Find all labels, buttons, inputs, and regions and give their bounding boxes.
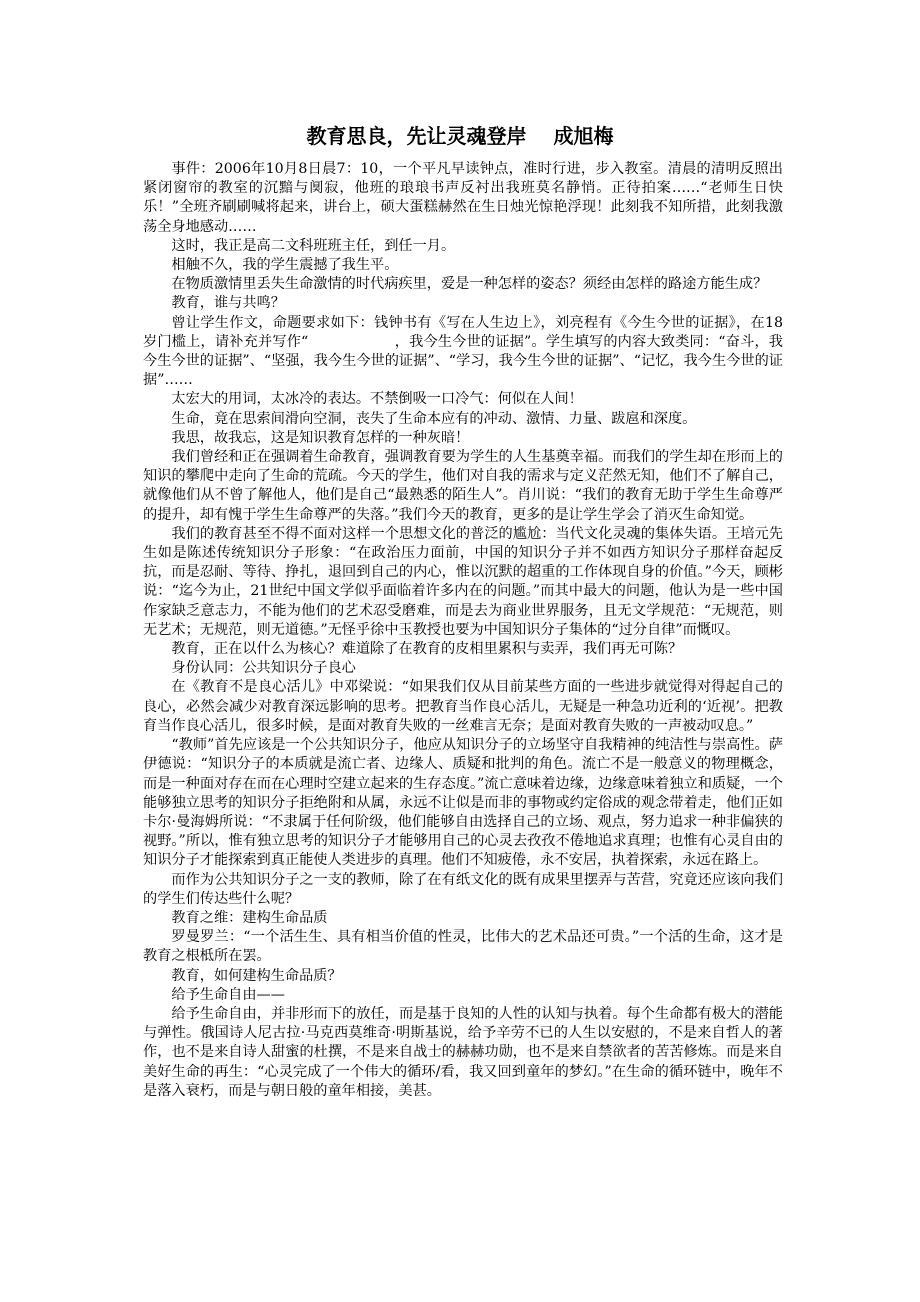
paragraph: 这时，我正是高二文科班班主任，到任一月。 (171, 237, 456, 254)
paragraph: 我思，故我忘，这是知识教育怎样的一种灰暗！ (171, 429, 470, 446)
paragraph: 教育，谁与共鸣？ (171, 295, 285, 312)
paragraph: 在《教育不是良心活儿》中邓梁说：“如果我们仅从目前某些方面的一些进步就觉得对得起自己的良心，必然会减少对教育深远影响的思考。把教育当作良心活儿，无疑是一种急功近利的‘近视’。把教育当作良心活儿，很多时候，是面对教育失败的一丝难言无奈；是面对教育失败的一声被动叹息。” (143, 679, 783, 734)
paragraph: 在物质激情里丢失生命激情的时代病疾里，爱是一种怎样的姿态？须经由怎样的路途方能生成？ (171, 276, 768, 293)
paragraph: 教育，正在以什么为核心？难道除了在教育的皮相里累积与卖弄，我们再无可陈？ (171, 641, 683, 658)
section-heading: 教育之维：建构生命品质 (171, 909, 328, 926)
paragraph: 教育，如何建构生命品质？ (171, 967, 342, 984)
paragraph: 罗曼罗兰：“一个活生生、具有相当价值的性灵，比伟大的艺术品还可贵。”一个活的生命，这才是教育之根柢所在罢。 (143, 929, 783, 965)
paragraph: 事件：2006年10月8日晨7：10，一个平凡早读钟点，准时行进，步入教室。清晨的清明反照出紧闭窗帘的教室的沉黯与阒寂，他班的琅琅书声反衬出我班莫名静悄。正待拍案……“老师生日快乐！”全班齐刷刷喊将起来，讲台上，硕大蛋糕赫然在生日烛光惊艳浮现！此刻我不知所措，此刻我激荡全身地感动…… (143, 161, 783, 235)
document-body (143, 160, 783, 1101)
section-heading: 给予生命自由—— (171, 986, 285, 1003)
paragraph: 曾让学生作文，命题要求如下：钱钟书有《写在人生边上》，刘亮程有《今生今世的证据》，在18岁门槛上，请补充并写作“ ，我今生今世的证据”。学生填写的内容大致类同：“奋斗，我今生今世的证据”、“坚强，我今生今世的证据”、“学习，我今生今世的证据”、“记忆，我今生今世的证据”…… (143, 314, 783, 389)
paragraph: 相触不久，我的学生震撼了我生平。 (171, 257, 399, 274)
paragraph: 我们的教育甚至不得不面对这样一个思想文化的普泛的尴尬：当代文化灵魂的集体失语。王培元先生如是陈述传统知识分子形象：“在政治压力面前，中国的知识分子并不如西方知识分子那样奋起反抗，而是忍耐、等待、挣扎，退回到自己的内心，惟以沉默的超重的工作体现自身的价值。”今天，顾彬说：“迄今为止，21世纪中国文学似乎面临着许多内在的问题。”而其中最大的问题，他认为是一些中国作家缺乏意志力，不能为他们的艺术忍受磨难，而是去为商业世界服务，且无文学规范：“无规范，则无艺术；无规范，则无道德。”无怪乎徐中玉教授也要为中国知识分子集体的“过分自律”而慨叹。 (143, 525, 783, 638)
paragraph: 太宏大的用词，太冰冷的表达。不禁倒吸一口冷气：何似在人间！ (171, 391, 583, 408)
paragraph: “教师”首先应该是一个公共知识分子，他应从知识分子的立场坚守自我精神的纯洁性与崇高性。萨伊德说：“知识分子的本质就是流亡者、边缘人、质疑和批判的角色。流亡不是一般意义的物理概念，而是一种面对存在而在心理时空建立起来的生存态度。”流亡意味着边缘，边缘意味着独立和质疑，一个能够独立思考的知识分子拒绝附和从属，永远不让似是而非的事物或约定俗成的观念带着走，他们正如卡尔·曼海姆所说：“不隶属于任何阶级，他们能够自由选择自己的立场、观点，努力追求一种非偏狭的视野。”所以，惟有独立思考的知识分子才能够用自己的心灵去孜孜不倦地追求真理；也惟有心灵自由的知识分子才能探索到真正能使人类进步的真理。他们不知疲倦，永不安居，执着探索，永远在路上。 (143, 737, 783, 869)
paragraph: 我们曾经和正在强调着生命教育，强调教育要为学生的人生基奠幸福。而我们的学生却在形而上的知识的攀爬中走向了生命的荒疏。今天的学生，他们对自我的需求与定义茫然无知，他们不了解自己，就像他们从不曾了解他人，他们是自己“最熟悉的陌生人”。肖川说：“我们的教育无助于学生生命尊严的提升，却有愧于学生生命尊严的失落。”我们今天的教育，更多的是让学生学会了消灭生命知觉。 (143, 449, 783, 523)
paragraph: 给予生命自由，并非形而下的放任，而是基于良知的人性的认知与执着。每个生命都有极大的潜能与弹性。俄国诗人尼古拉·马克西莫维奇·明斯基说，给予辛劳不已的人生以安慰的，不是来自哲人的著作，也不是来自诗人甜蜜的杜撰，不是来自战士的赫赫功勋，也不是来自禁欲者的苦苦修炼。而是来自美好生命的再生：“心灵完成了一个伟大的循环/看，我又回到童年的梦幻。”在生命的循环链中，晚年不是落入衰朽，而是与朝日般的童年相接，美甚。 (143, 1005, 783, 1099)
document-title: 教育思良，先让灵魂登岸 成旭梅 (306, 124, 614, 148)
section-heading: 身份认同：公共知识分子良心 (171, 660, 356, 677)
paragraph: 生命，竟在思索间滑向空洞，丧失了生命本应有的冲动、激情、力量、跋扈和深度。 (171, 410, 697, 427)
paragraph: 而作为公共知识分子之一支的教师，除了在有纸文化的既有成果里摆弄与苦营，究竟还应该向我们的学生们传达些什么呢？ (143, 871, 783, 907)
